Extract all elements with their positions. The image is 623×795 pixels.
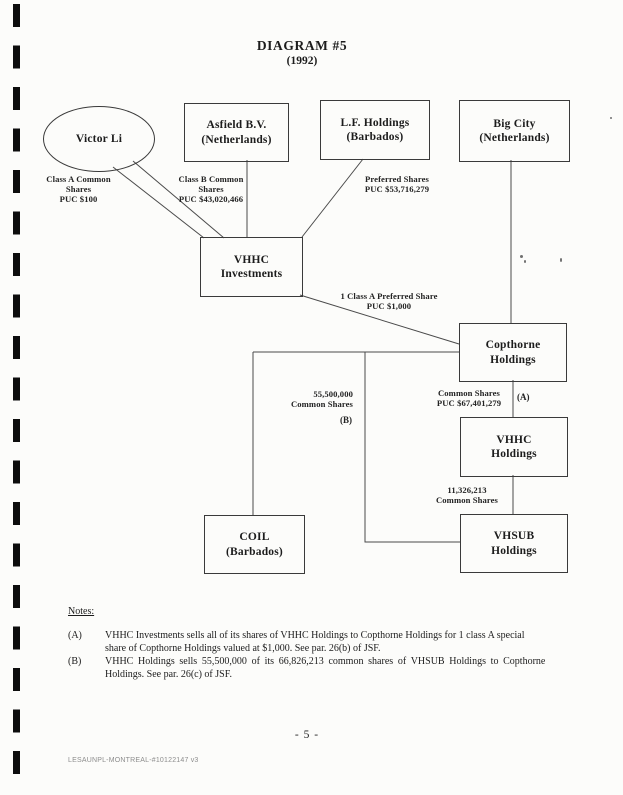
note-text-line: Holdings. See par. 26(c) of JSF. <box>105 669 232 680</box>
title-block <box>0 38 604 67</box>
edge-branch-vhsub <box>365 352 460 542</box>
node-label: VHSUB <box>493 530 535 542</box>
scan-noise <box>560 258 562 262</box>
node-lf-holdings <box>320 100 430 160</box>
node-sublabel: Holdings <box>490 353 536 366</box>
node-label: Asfield B.V. <box>206 119 267 131</box>
note-item-b <box>68 655 563 681</box>
node-copthorne-holdings <box>459 323 567 382</box>
scan-noise <box>610 117 612 119</box>
node-label: Big City <box>493 117 536 130</box>
node-asfield <box>184 103 289 162</box>
edge-lfholdings-vhhcinv <box>302 159 363 237</box>
note-text-line: VHHC Holdings sells 55,500,000 of its 66,826,213 common shares of VHSUB Holdings to Copthorne <box>105 656 546 667</box>
notes-section <box>68 605 563 681</box>
binder-hole-marks <box>13 4 20 792</box>
node-sublabel: (Barbados) <box>226 545 283 558</box>
note-item-a <box>68 629 563 655</box>
marker-a: (A) <box>517 392 530 402</box>
label-preferred-shares: Preferred Shares PUC $53,716,279 <box>364 174 430 194</box>
label-class-a-shares: Class A Common Shares PUC $100 <box>46 174 111 204</box>
node-sublabel: Holdings <box>491 544 537 557</box>
page-subtitle: (1992) <box>286 55 318 67</box>
note-text-line: share of Copthorne Holdings valued at $1,000. See par. 26(b) of JSF. <box>105 643 381 654</box>
document-reference-footer: LESAUNPL-MONTREAL-#10122147 v3 <box>68 757 199 764</box>
label-1-class-a-preferred: 1 Class A Preferred Share PUC $1,000 <box>340 291 438 311</box>
node-label: L.F. Holdings <box>340 116 410 129</box>
node-sublabel: (Barbados) <box>346 131 404 143</box>
note-text-line: VHHC Investments sells all of its shares of VHHC Holdings to Copthorne Holdings for 1 class A special <box>105 630 525 641</box>
node-sublabel: (Netherlands) <box>479 132 550 144</box>
page-title: DIAGRAM #5 <box>256 38 348 53</box>
node-sublabel: Investments <box>220 268 283 280</box>
note-ref: (A) <box>68 630 82 641</box>
node-sublabel: (Netherlands) <box>201 133 272 146</box>
node-label: COIL <box>239 531 270 543</box>
label-class-b-shares: Class B Common Shares PUC $43,020,466 <box>178 174 244 204</box>
label-55500000-common-shares: 55,500,000 Common Shares <box>290 389 353 409</box>
note-ref: (B) <box>68 656 82 667</box>
node-big-city <box>459 100 570 162</box>
node-vhhc-investments <box>200 237 303 297</box>
node-victor-li <box>43 106 155 172</box>
node-label: Copthorne <box>485 339 541 351</box>
scan-noise <box>524 260 526 263</box>
node-label: VHHC <box>496 433 532 446</box>
label-common-shares-puc67: Common Shares PUC $67,401,279 <box>436 388 502 408</box>
marker-b: (B) <box>340 415 352 425</box>
page-number: - 5 - <box>294 729 320 741</box>
node-label: VHHC <box>233 253 270 266</box>
node-sublabel: Holdings <box>491 448 537 460</box>
node-vhhc-holdings <box>460 417 568 477</box>
scan-noise <box>520 255 523 258</box>
node-vhsub-holdings <box>460 514 568 573</box>
label-11326213-common-shares: 11,326,213 Common Shares <box>435 485 499 505</box>
node-coil <box>204 515 305 574</box>
notes-heading: Notes: <box>68 606 95 617</box>
node-label: Victor Li <box>75 132 123 145</box>
